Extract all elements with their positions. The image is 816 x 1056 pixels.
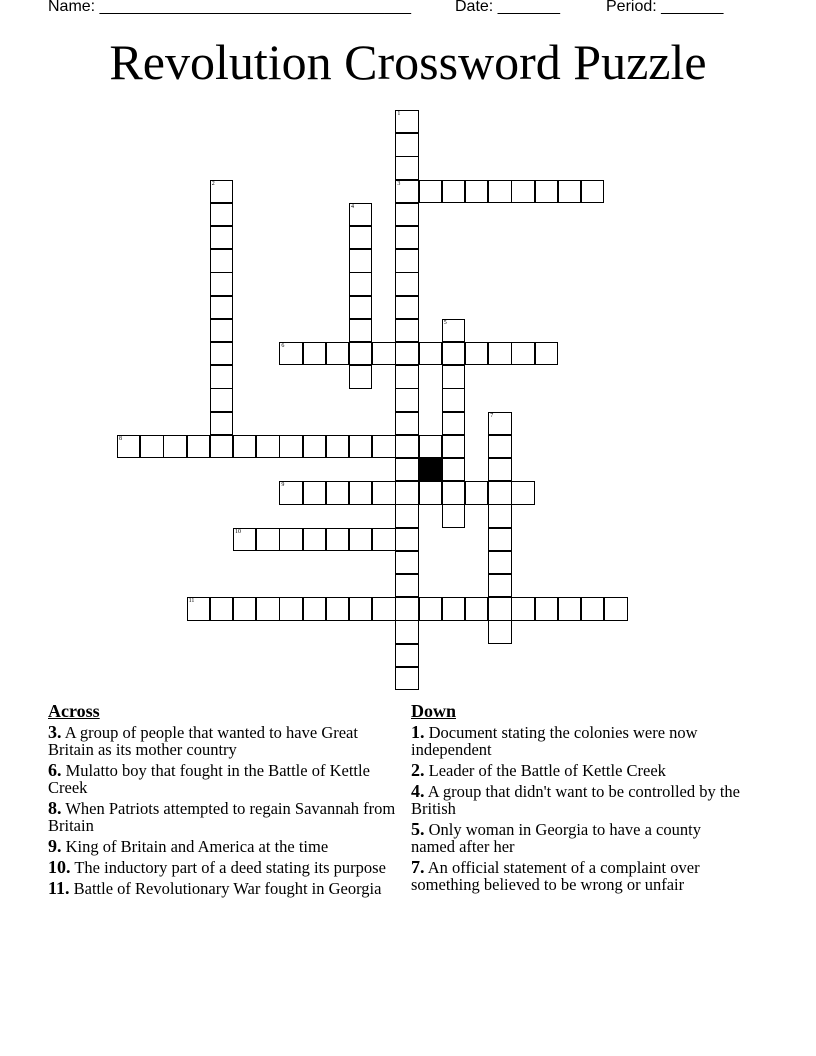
grid-cell[interactable]	[395, 620, 418, 643]
grid-cell[interactable]	[558, 180, 581, 203]
grid-cell[interactable]	[395, 180, 418, 203]
grid-cell[interactable]	[256, 435, 279, 458]
grid-cell[interactable]	[419, 342, 442, 365]
grid-cell[interactable]	[326, 597, 349, 620]
grid-cell[interactable]	[372, 597, 395, 620]
grid-cell[interactable]	[187, 435, 210, 458]
grid-cell[interactable]	[326, 481, 349, 504]
clue-number: 7	[490, 412, 494, 419]
period-field[interactable]: Period: _______	[606, 0, 724, 15]
blocked-cell	[419, 458, 442, 481]
clue-number: 2	[211, 180, 215, 187]
grid-cell[interactable]	[210, 365, 233, 388]
grid-cell[interactable]	[395, 388, 418, 411]
grid-cell[interactable]	[442, 388, 465, 411]
across-clue-11: 11. Battle of Revolutionary War fought in Georgia	[48, 878, 382, 898]
grid-cell[interactable]	[395, 296, 418, 319]
grid-cell[interactable]	[511, 481, 534, 504]
grid-cell[interactable]	[442, 597, 465, 620]
grid-cell[interactable]	[233, 528, 256, 551]
grid-cell[interactable]	[488, 412, 511, 435]
clue-number: 8	[119, 435, 122, 442]
grid-cell[interactable]	[279, 481, 302, 504]
grid-cell[interactable]	[303, 597, 326, 620]
across-clue-10: 10. The inductory part of a deed stating its purpose	[48, 857, 386, 877]
grid-cell[interactable]	[488, 551, 511, 574]
clue-number: 1	[397, 111, 401, 117]
grid-cell[interactable]	[279, 597, 302, 620]
across-clue-9: 9. King of Britain and America at the time	[48, 836, 329, 856]
grid-cell[interactable]	[326, 342, 349, 365]
grid-cell[interactable]	[488, 504, 511, 527]
grid-cell[interactable]	[395, 249, 418, 272]
name-field[interactable]: Name: ___________________________________	[48, 0, 412, 15]
grid-cell[interactable]	[419, 597, 442, 620]
grid-cell[interactable]	[395, 156, 418, 179]
grid-cell[interactable]	[349, 597, 372, 620]
grid-cell[interactable]	[256, 597, 279, 620]
grid-cell[interactable]	[511, 342, 534, 365]
grid-cell[interactable]	[187, 597, 210, 620]
grid-cell[interactable]	[488, 528, 511, 551]
grid-cell[interactable]	[442, 435, 465, 458]
grid-cell[interactable]	[349, 528, 372, 551]
down-clues	[411, 700, 741, 897]
grid-cell[interactable]	[395, 412, 418, 435]
grid-cell[interactable]	[349, 435, 372, 458]
grid-cell[interactable]	[442, 504, 465, 527]
grid-cell[interactable]	[488, 481, 511, 504]
grid-cell[interactable]	[395, 203, 418, 226]
grid-cell[interactable]	[442, 458, 465, 481]
grid-cell[interactable]	[558, 597, 581, 620]
grid-cell[interactable]	[349, 203, 372, 226]
grid-cell[interactable]	[395, 528, 418, 551]
grid-cell[interactable]	[372, 481, 395, 504]
page-title: Revolution Crossword Puzzle	[109, 34, 707, 90]
grid-cell[interactable]	[395, 435, 418, 458]
grid-cell[interactable]	[372, 435, 395, 458]
grid-cell[interactable]	[442, 365, 465, 388]
across-heading: Across	[48, 701, 100, 721]
grid-cell[interactable]	[465, 597, 488, 620]
grid-cell[interactable]	[210, 180, 233, 203]
grid-cell[interactable]	[442, 319, 465, 342]
grid-cell[interactable]	[442, 481, 465, 504]
grid-cell[interactable]	[303, 435, 326, 458]
grid-cell[interactable]	[442, 180, 465, 203]
grid-cell[interactable]	[488, 458, 511, 481]
grid-cell[interactable]	[372, 528, 395, 551]
grid-cell[interactable]	[442, 342, 465, 365]
grid-cell[interactable]	[303, 528, 326, 551]
grid-cell[interactable]	[419, 481, 442, 504]
grid-cell[interactable]	[395, 504, 418, 527]
grid-cell[interactable]	[395, 110, 418, 133]
grid-cell[interactable]	[395, 481, 418, 504]
grid-cell[interactable]	[117, 435, 140, 458]
grid-cell[interactable]	[488, 597, 511, 620]
grid-cell[interactable]	[326, 528, 349, 551]
grid-cell[interactable]	[395, 667, 418, 690]
grid-cell[interactable]	[210, 319, 233, 342]
grid-cell[interactable]	[395, 644, 418, 667]
grid-cell[interactable]	[349, 296, 372, 319]
grid-cell[interactable]	[395, 272, 418, 295]
grid-cell[interactable]	[488, 435, 511, 458]
grid-cell[interactable]	[210, 435, 233, 458]
clue-number: 10	[235, 528, 241, 535]
grid-cell[interactable]	[395, 551, 418, 574]
grid-cell[interactable]	[395, 574, 418, 597]
grid-cell[interactable]	[210, 226, 233, 249]
grid-cell[interactable]	[326, 435, 349, 458]
grid-cell[interactable]	[349, 319, 372, 342]
grid-cell[interactable]	[349, 342, 372, 365]
grid-cell[interactable]	[511, 180, 534, 203]
grid-cell[interactable]	[303, 481, 326, 504]
grid-cell[interactable]	[210, 249, 233, 272]
grid-cell[interactable]	[488, 180, 511, 203]
grid-cell[interactable]	[488, 574, 511, 597]
grid-cell[interactable]	[395, 133, 418, 156]
down-clue-2: 2. Leader of the Battle of Kettle Creek	[411, 760, 666, 780]
grid-cell[interactable]	[535, 342, 558, 365]
grid-cell[interactable]	[581, 180, 604, 203]
across-clues	[48, 700, 398, 901]
grid-cell[interactable]	[279, 528, 302, 551]
grid-cell[interactable]	[210, 412, 233, 435]
grid-cell[interactable]	[395, 319, 418, 342]
across-clue-3: 3. A group of people that wanted to have Great Britain as its mother country	[48, 722, 358, 759]
date-field[interactable]: Date: _______	[455, 0, 560, 15]
grid-cell[interactable]	[210, 203, 233, 226]
grid-cell[interactable]	[140, 435, 163, 458]
grid-cell[interactable]	[279, 342, 302, 365]
down-heading: Down	[411, 701, 457, 721]
down-clue-1: 1. Document stating the colonies were now independent	[411, 722, 698, 759]
clue-number: 9	[281, 482, 285, 489]
grid-cell[interactable]	[233, 435, 256, 458]
clue-number: 5	[443, 319, 447, 326]
grid-cell[interactable]	[303, 342, 326, 365]
grid-cell[interactable]	[511, 597, 534, 620]
grid-cell[interactable]	[488, 342, 511, 365]
across-clue-6: 6. Mulatto boy that fought in the Battle of Kettle Creek	[48, 760, 370, 797]
grid-cell[interactable]	[279, 435, 302, 458]
grid-cell[interactable]	[256, 528, 279, 551]
clue-number: 11	[188, 598, 195, 605]
clue-number: 3	[397, 180, 401, 187]
grid-cell[interactable]	[395, 458, 418, 481]
grid-cell[interactable]	[442, 412, 465, 435]
grid-cell[interactable]	[604, 597, 627, 620]
grid-cell[interactable]	[419, 180, 442, 203]
grid-cell[interactable]	[372, 342, 395, 365]
down-clue-4: 4. A group that didn't want to be controlled by the British	[411, 781, 741, 818]
grid-cell[interactable]	[395, 597, 418, 620]
grid-cell[interactable]	[210, 272, 233, 295]
down-clue-7: 7. An official statement of a complaint over something believed to be wrong or unfair	[411, 857, 700, 894]
grid-cell[interactable]	[349, 249, 372, 272]
grid-cell[interactable]	[210, 296, 233, 319]
grid-cell[interactable]	[349, 272, 372, 295]
grid-cell[interactable]	[488, 620, 511, 643]
across-clue-8: 8. When Patriots attempted to regain Savannah from Britain	[48, 798, 396, 835]
grid-cell[interactable]	[163, 435, 186, 458]
grid-cell[interactable]	[535, 597, 558, 620]
grid-cell[interactable]	[233, 597, 256, 620]
clue-number: 4	[351, 203, 354, 210]
grid-cell[interactable]	[395, 365, 418, 388]
grid-cell[interactable]	[395, 342, 418, 365]
grid-cell[interactable]	[349, 226, 372, 249]
grid-cell[interactable]	[465, 342, 488, 365]
grid-cell[interactable]	[210, 388, 233, 411]
grid-cell[interactable]	[395, 226, 418, 249]
grid-cell[interactable]	[349, 365, 372, 388]
grid-cell[interactable]	[535, 180, 558, 203]
clue-number: 6	[281, 343, 285, 349]
down-clue-5: 5. Only woman in Georgia to have a county named after her	[411, 819, 701, 856]
grid-cell[interactable]	[465, 180, 488, 203]
grid-cell[interactable]	[349, 481, 372, 504]
grid-cell[interactable]	[210, 342, 233, 365]
grid-cell[interactable]	[465, 481, 488, 504]
grid-cell[interactable]	[581, 597, 604, 620]
grid-cell[interactable]	[210, 597, 233, 620]
grid-cell[interactable]	[419, 435, 442, 458]
